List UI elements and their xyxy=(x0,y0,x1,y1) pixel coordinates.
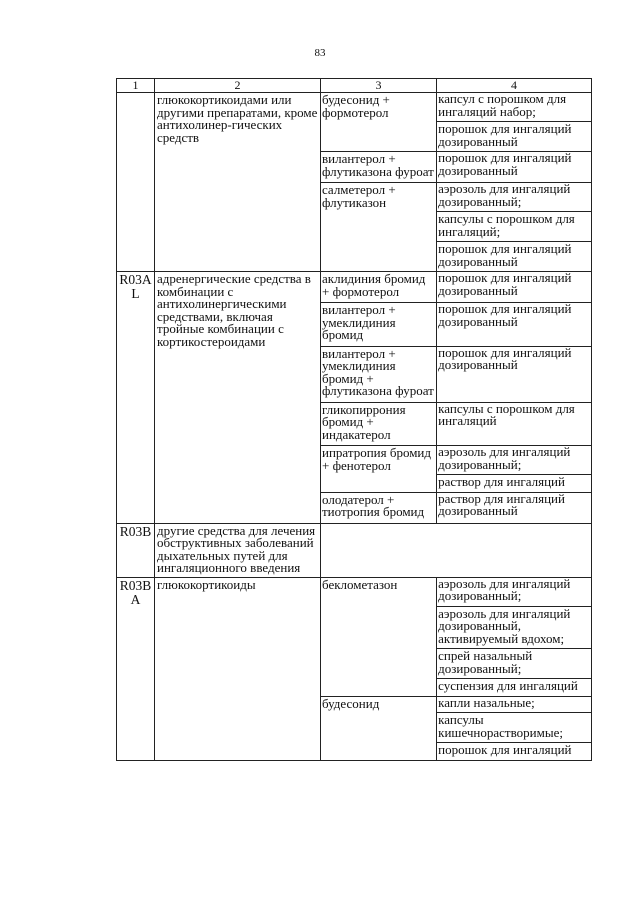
drug-list xyxy=(320,575,592,760)
drug-row xyxy=(321,402,591,446)
drug-name: олодатерол + тиотропия бромид xyxy=(322,491,425,519)
dosage-forms xyxy=(436,490,591,523)
drug-row xyxy=(321,182,591,271)
dosage-forms xyxy=(436,93,591,151)
dosage-form: порошок для ингаляций дозированный xyxy=(438,150,572,178)
dosage-form: порошок для ингаляций дозированный xyxy=(437,121,591,151)
dosage-forms xyxy=(436,575,591,696)
dosage-form: аэрозоль для ингаляций дозированный; xyxy=(438,575,571,603)
drug-list xyxy=(320,93,592,271)
drug-row xyxy=(321,696,591,760)
drug-row xyxy=(321,272,591,302)
header-col-1: 1 xyxy=(116,79,154,92)
drug-row xyxy=(321,346,591,402)
drug-row xyxy=(321,445,591,492)
drug-name: салметерол + флутиказон xyxy=(322,182,396,210)
dosage-form: капсулы кишечнорастворимые; xyxy=(437,712,591,742)
table-row xyxy=(116,523,592,577)
dosage-form: порошок для ингаляций дозированный xyxy=(438,344,572,372)
drug-name: вилантерол + умеклидиния бромид xyxy=(322,302,396,342)
dosage-forms xyxy=(436,152,591,182)
dosage-forms xyxy=(436,272,591,302)
dosage-form: аэрозоль для ингаляций дозированный; xyxy=(438,444,571,472)
dosage-form: аэрозоль для ингаляций дозированный, активируемый вдохом; xyxy=(437,606,591,649)
header-col-2: 2 xyxy=(154,79,320,92)
dosage-forms xyxy=(436,400,591,446)
dosage-form: суспензия для ингаляций xyxy=(437,678,591,696)
drug-name: аклидиния бромид + формотерол xyxy=(322,271,426,299)
drug-row xyxy=(321,93,591,151)
page-number: 83 xyxy=(314,47,326,59)
dosage-forms xyxy=(436,446,591,492)
dosage-form: порошок для ингаляций дозированный xyxy=(437,241,591,271)
atc-code: R03A L xyxy=(116,272,154,523)
dosage-form: капсулы с порошком для ингаляций xyxy=(438,400,575,428)
dosage-form: порошок для ингаляций дозированный xyxy=(438,301,572,329)
group-name: адренергические средства в комбинации с антихолинергическими средствами, включая тройные комбинации с кортикостероидами xyxy=(154,272,320,523)
dosage-form: аэрозоль для ингаляций дозированный; xyxy=(438,181,571,209)
dosage-form: капли назальные; xyxy=(438,694,535,710)
drug-row xyxy=(321,575,591,696)
dosage-form: порошок для ингаляций дозированный xyxy=(438,270,572,298)
group-name: глюкокортикоиды xyxy=(154,578,320,760)
dosage-form: капсул с порошком для ингаляций набор; xyxy=(438,91,567,119)
atc-code xyxy=(116,93,154,271)
dosage-forms xyxy=(436,183,591,271)
dosage-forms xyxy=(436,303,591,346)
dosage-form: капсулы с порошком для ингаляций; xyxy=(437,211,591,241)
table-row xyxy=(116,92,592,271)
dosage-forms xyxy=(436,344,591,402)
table-header-row xyxy=(116,78,592,92)
atc-code: R03B xyxy=(116,524,154,577)
dosage-form: порошок для ингаляций xyxy=(437,742,591,760)
drug-name: вилантерол + флутиказона фуроат xyxy=(322,151,434,179)
dosage-form: спрей назальный дозированный; xyxy=(437,648,591,678)
drug-row xyxy=(321,151,591,182)
dosage-forms xyxy=(436,694,591,760)
dosage-form: раствор для ингаляций xyxy=(437,474,591,492)
header-col-4: 4 xyxy=(436,79,592,92)
drug-name: беклометазон xyxy=(322,576,398,592)
drug-name: ипратропия бромид + фенотерол xyxy=(322,445,431,473)
table-row xyxy=(116,577,592,761)
drug-list xyxy=(320,272,592,523)
drug-row xyxy=(321,302,591,346)
group-name: глюкокортикоидами или другими препаратами, кроме антихолинер-гических средств xyxy=(154,93,320,271)
table-row xyxy=(116,271,592,523)
header-col-3: 3 xyxy=(320,79,436,92)
drug-row xyxy=(321,492,591,523)
drug-name: будесонид xyxy=(322,695,380,711)
drug-name: будесонид + формотерол xyxy=(322,92,390,120)
drug-name: вилантерол + умеклидиния бромид + флутиказона фуроат xyxy=(322,345,434,398)
drug-table xyxy=(116,78,592,761)
empty-cells xyxy=(320,524,592,577)
group-name: другие средства для лечения обструктивных заболеваний дыхательных путей для ингаляционного введения xyxy=(154,524,320,577)
drug-name: гликопиррония бромид + индакатерол xyxy=(322,401,406,442)
dosage-form: раствор для ингаляций дозированный xyxy=(438,490,565,518)
atc-code: R03B A xyxy=(116,578,154,760)
